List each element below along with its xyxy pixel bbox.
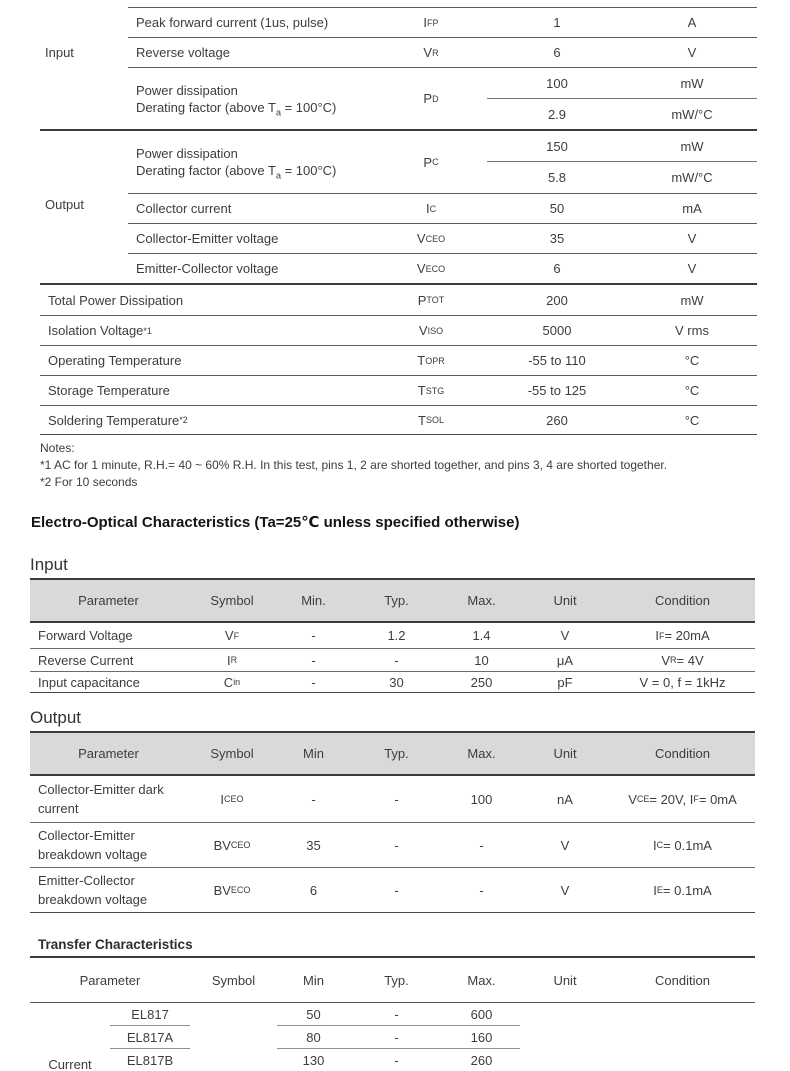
min-cell: - [311,652,316,668]
value-cell: 6 [553,261,561,276]
header-parameter: Parameter [78,593,139,608]
symbol-cell: V ECO [416,261,446,276]
symbol-cell: BV CEO [213,837,251,853]
symbol-cell: I C [425,201,437,216]
unit-cell: V [560,628,570,643]
typ-cell: - [394,1029,399,1045]
typ-cell: - [394,791,399,807]
min-cell: 80 [306,1029,321,1045]
min-cell: - [311,791,316,807]
parameter-cell: Input capacitance [38,674,140,690]
unit-cell: mW [680,292,704,308]
symbol-cell: I FP [423,15,439,30]
transfer-characteristics-section [30,937,755,1071]
unit-cell: nA [557,791,573,807]
symbol-cell [190,1003,277,1026]
min-cell: - [311,674,316,690]
transfer-characteristics-table [30,956,755,1071]
table-row-reverse-current [30,649,755,672]
parameter-cell: Total Power Dissipation [48,292,184,308]
unit-cell: °C [684,412,700,428]
symbol-cell: V F [224,628,240,643]
parameter-cell: Forward Voltage [38,628,133,643]
table-header-row [30,958,755,1003]
value-cell: 6 [553,45,561,60]
table-row-input-capacitance [30,672,755,693]
unit-cell: V [560,837,570,853]
condition-cell [610,1049,755,1071]
unit-cell: V rms [675,323,709,338]
table-row-operating-temperature [40,345,757,375]
symbol-cell: P C [423,154,439,170]
header-condition: Condition [655,746,710,761]
header-unit: Unit [553,746,577,761]
table-row-emitter-collector-breakdown-voltage [30,868,755,913]
table-row-collector-emitter-breakdown-voltage [30,823,755,868]
header-parameter: Parameter [79,972,141,988]
typ-cell: - [394,1006,399,1022]
table-row-collector-current [128,193,757,223]
min-cell: 50 [306,1006,321,1022]
condition-cell [610,1026,755,1049]
typ-cell: 30 [389,674,404,690]
symbol-cell: I R [226,652,238,668]
min-cell: - [311,628,316,643]
min-cell: 130 [302,1053,325,1068]
parameter-cell: Emitter-Collector voltage [136,261,279,276]
unit-cell: A [687,15,697,30]
table-row-peak-forward-current [128,7,757,37]
condition-cell: V CE = 20V, I F = 0mA [628,791,737,807]
value-cell: 260 [546,412,568,428]
unit-cell: mW/°C [671,169,713,185]
output-characteristics-table [30,731,755,913]
header-min: Min [303,972,324,988]
row-group-label-current: Current [48,1057,92,1071]
header-symbol: Symbol [210,746,254,761]
value-cell: 1 [553,15,561,30]
table-row-isolation-voltage [40,315,757,345]
row-group-label-output: Output [45,197,85,212]
maximum-ratings-table [40,7,757,435]
subrow [487,98,757,129]
value-cell: 35 [549,231,565,246]
header-max: Max. [467,593,496,608]
parameter-cell: Operating Temperature [48,353,182,368]
note-2: *2 For 10 seconds [40,475,138,489]
values-group [277,1049,520,1071]
unit-cell [520,1026,610,1049]
table-row-forward-voltage [30,623,755,649]
header-max: Max. [467,972,496,988]
unit-cell: V [687,45,697,60]
symbol-cell: P D [423,91,439,106]
value-cell: -55 to 125 [527,383,587,398]
value-cell: 5000 [542,323,572,338]
symbol-cell [190,1049,277,1071]
header-min: Min [303,746,324,761]
unit-cell [520,1003,610,1026]
header-max: Max. [467,746,496,761]
input-characteristics-section [30,555,755,693]
section-heading-transfer: Transfer Characteristics [38,937,193,952]
category-cell [30,1003,110,1026]
value-cell: 200 [546,292,568,308]
model-cell: EL817 [110,1003,190,1026]
condition-cell [610,1003,755,1026]
min-cell: 35 [306,837,321,853]
header-unit: Unit [553,972,577,988]
symbol-cell: BV ECO [213,882,251,898]
symbol-cell: T STG [417,383,445,398]
parameter-cell: Reverse voltage [136,45,230,60]
unit-cell: pF [557,674,573,690]
table-row-collector-emitter-voltage [128,223,757,253]
value-unit-subtable [487,68,757,129]
symbol-cell: V ISO [418,323,444,338]
section-heading-output: Output [30,708,82,727]
table-row-input-power-dissipation [128,67,757,129]
table-row-emitter-collector-voltage [128,253,757,283]
table-row-el817b [30,1049,755,1071]
unit-cell: °C [684,383,700,398]
unit-cell: V [687,261,697,276]
row-group-label-input: Input [45,45,74,60]
header-symbol: Symbol [211,972,256,988]
table-header-row [30,733,755,776]
value-cell: 50 [549,201,565,216]
header-typ: Typ. [384,593,409,608]
max-cell: 600 [470,1006,493,1022]
values-group [277,1003,520,1026]
value-cell: 150 [546,138,568,154]
subrow [487,68,757,98]
value-cell: 5.8 [547,169,567,185]
unit-cell: mW [680,75,704,91]
max-cell: 250 [470,674,493,690]
typ-cell: - [394,652,399,668]
unit-cell: mA [682,201,702,216]
parameter-cell: Collector current [136,201,232,216]
symbol-cell: P TOT [417,292,445,308]
table-row-collector-emitter-dark-current [30,776,755,823]
notes-block [40,440,667,491]
parameter-cell: Power dissipation Derating factor (above $T_a = 100^\circ C$) [136,146,337,181]
header-condition: Condition [655,593,710,608]
parameter-cell: Power dissipation Derating factor (above $T_a = 100^\circ C$) [136,82,337,118]
symbol-cell: V R [423,45,439,60]
symbol-cell [190,1026,277,1049]
section-heading-input: Input [30,555,68,574]
unit-cell: mW [680,138,704,154]
value-cell: -55 to 110 [528,353,586,368]
symbol-cell: T SOL [418,412,444,428]
unit-cell: mW/°C [671,106,713,122]
table-row-reverse-voltage [128,37,757,67]
model-cell: EL817A [110,1026,190,1049]
symbol-cell: V CEO [416,231,446,246]
parameter-cell: Collector-Emitter breakdown voltage [38,828,148,862]
table-header-row [30,580,755,623]
symbol-cell: I CEO [220,791,244,807]
category-cell [30,1026,110,1049]
table-row-output-power-dissipation [128,131,757,193]
typ-cell: - [394,837,399,853]
note-1: *1 AC for 1 minute, R.H.= 40 ~ 60% R.H. In this test, pins 1, 2 are shorted together, and pins 3, 4 are shorted together. [40,458,668,472]
symbol-cell: C in [223,674,241,690]
table-row-total-power-dissipation [40,285,757,315]
max-cell: - [479,882,484,898]
header-typ: Typ. [384,746,409,761]
notes-title: Notes: [40,441,75,455]
typ-cell: - [394,1053,399,1068]
typ-cell: - [394,882,399,898]
header-min: Min. [301,593,326,608]
subrow [487,161,757,192]
value-cell: 100 [546,75,568,91]
output-characteristics-section [30,708,755,913]
typ-cell: 1.2 [387,628,406,643]
header-typ: Typ. [384,972,409,988]
max-cell: - [479,837,484,853]
table-row-el817a [30,1026,755,1049]
max-cell: 260 [470,1053,493,1068]
parameter-cell: Storage Temperature [48,383,170,398]
condition-cell: I E = 0.1mA [653,882,712,898]
parameter-cell: Soldering Temperature *2 [48,412,188,428]
value-cell: 2.9 [547,106,567,122]
parameter-cell: Collector-Emitter dark current [38,782,164,816]
unit-cell: V [687,231,697,246]
table-row-soldering-temperature [40,405,757,435]
unit-cell: °C [684,353,700,368]
symbol-cell: T OPR [417,353,445,368]
model-cell: EL817B [126,1053,174,1068]
parameter-cell: Reverse Current [38,652,134,668]
max-cell: 160 [470,1029,493,1045]
max-cell: 1.4 [472,628,491,643]
max-cell: 100 [470,791,493,807]
unit-cell: V [560,882,570,898]
condition-cell: V R = 4V [661,652,704,668]
input-characteristics-table [30,578,755,693]
header-parameter: Parameter [78,746,139,761]
table-row-el817 [30,1003,755,1026]
unit-cell [520,1049,610,1071]
values-group [277,1026,520,1049]
header-unit: Unit [553,593,577,608]
header-condition: Condition [655,972,710,988]
subrow [487,131,757,161]
value-unit-subtable [487,131,757,193]
electro-optical-heading: Electro-Optical Characteristics (Ta=25℃ unless specified otherwise) [31,514,520,531]
parameter-cell: Isolation Voltage *1 [48,323,152,338]
condition-cell: I F = 20mA [655,628,710,643]
condition-cell: I C = 0.1mA [653,837,712,853]
max-cell: 10 [474,652,489,668]
parameter-cell: Emitter-Collector breakdown voltage [38,873,148,907]
min-cell: 6 [309,882,318,898]
parameter-cell: Peak forward current (1us, pulse) [136,15,329,30]
header-symbol: Symbol [210,593,254,608]
unit-cell: μA [556,652,574,668]
parameter-cell: Collector-Emitter voltage [136,231,279,246]
condition-cell: V = 0, f = 1kHz [639,674,726,690]
table-row-storage-temperature [40,375,757,405]
